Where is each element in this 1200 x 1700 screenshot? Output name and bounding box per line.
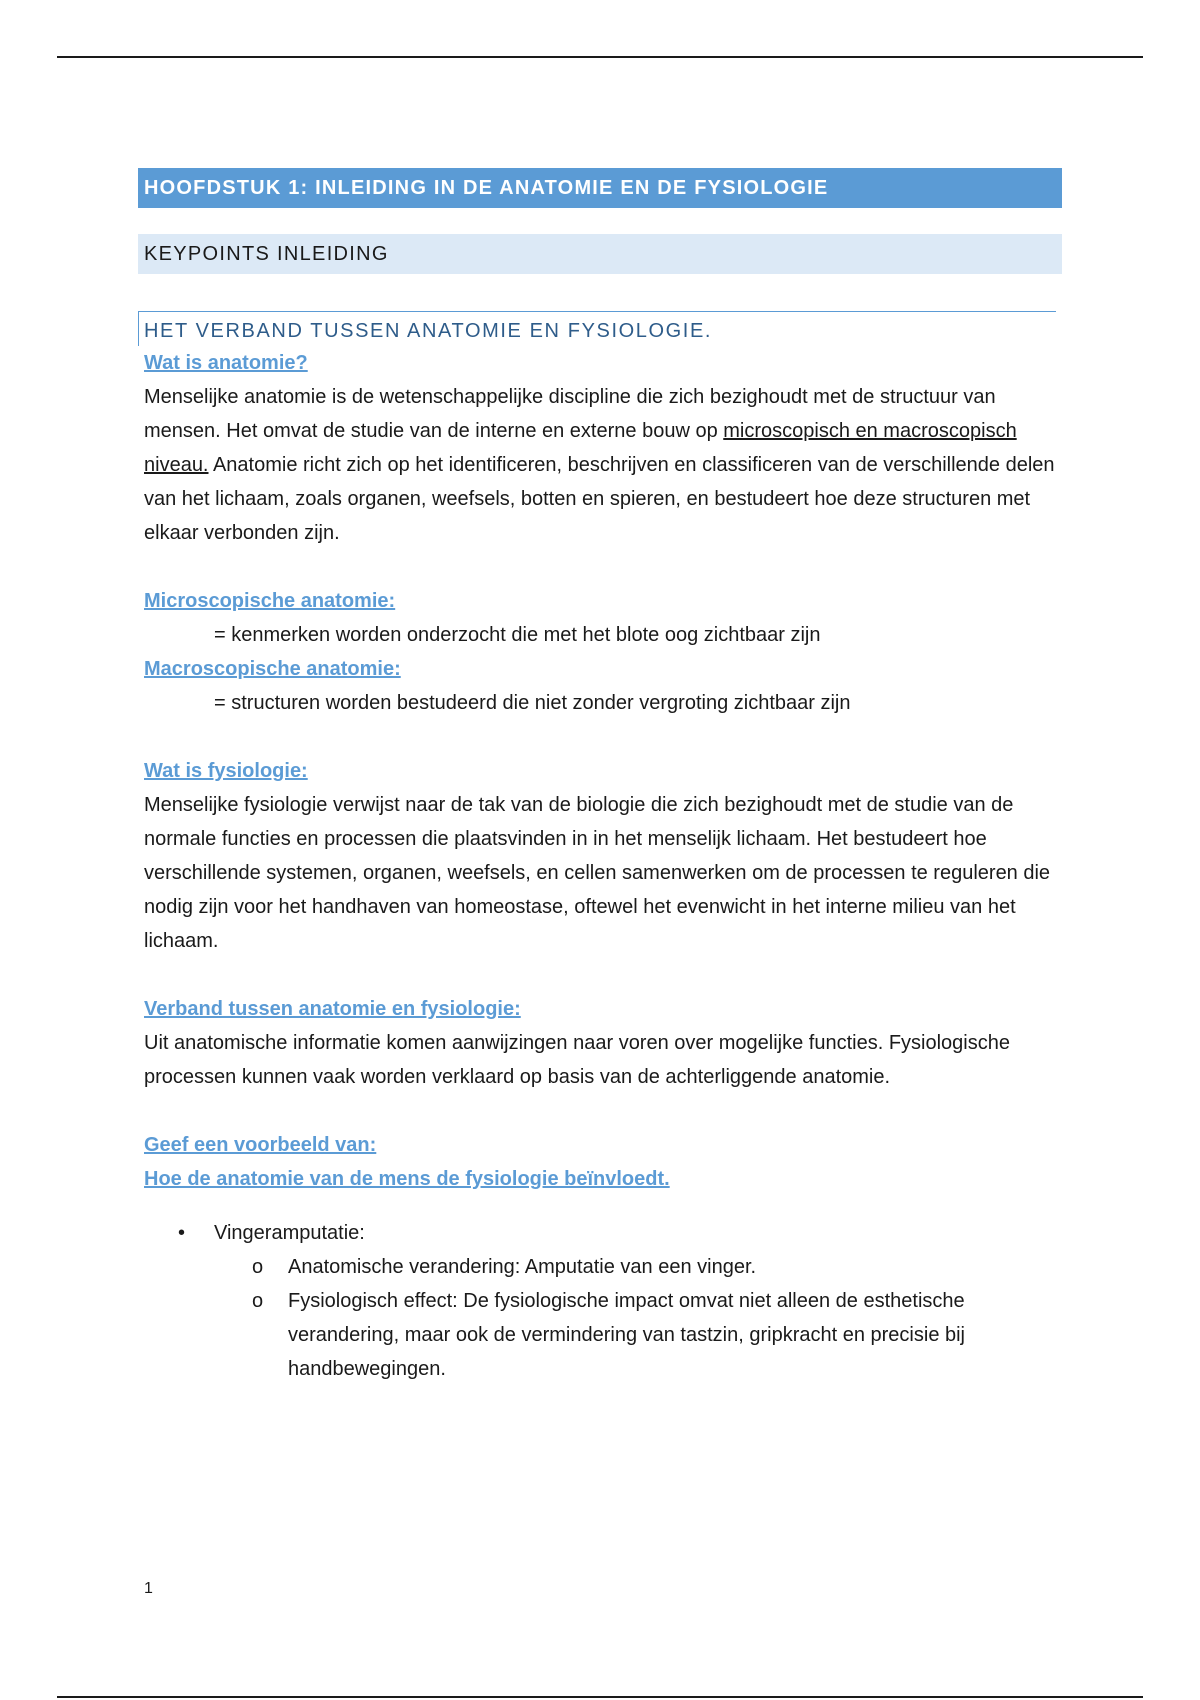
microscopic-heading: Microscopische anatomie: bbox=[144, 590, 396, 612]
section-title: HET VERBAND TUSSEN ANATOMIE EN FYSIOLOGIE. bbox=[138, 311, 1056, 346]
physiology-paragraph: Menselijke fysiologie verwijst naar de tak van de biologie die zich bezighoudt met de studie van de normale functies en processen die plaatsvinden in in het menselijk lichaam. Het bestudeert hoe verschillende systemen, organen, weefsels, en cellen samenwerken om de processen te reguleren die nodig zijn voor het handhaven van homeostase, oftewel het evenwicht in het interne milieu van het lichaam. bbox=[144, 794, 1051, 952]
relation-paragraph: Uit anatomische informatie komen aanwijzingen naar voren over mogelijke functies. Fysiologische processen kunnen vaak worden verklaard op basis van de achterliggende anatomie. bbox=[144, 1032, 1010, 1088]
sub-list-item bbox=[138, 1284, 1062, 1386]
document-body bbox=[138, 168, 1062, 1386]
chapter-title: HOOFDSTUK 1: INLEIDING IN DE ANATOMIE EN DE FYSIOLOGIE bbox=[138, 168, 1062, 208]
macroscopic-heading: Macroscopische anatomie: bbox=[144, 658, 401, 680]
example-heading-2: Hoe de anatomie van de mens de fysiologie beïnvloedt. bbox=[144, 1168, 670, 1190]
bullet-icon: • bbox=[178, 1222, 186, 1244]
bullet-text: Vingeramputatie: bbox=[214, 1222, 365, 1244]
circle-bullet-icon: o bbox=[252, 1290, 264, 1312]
sub-item-text: Fysiologisch effect: De fysiologische impact omvat niet alleen de esthetische verandering, maar ook de vermindering van tastzin, gripkracht en precisie bij handbewegingen. bbox=[288, 1290, 966, 1380]
list-item bbox=[138, 1216, 1062, 1250]
anatomy-text-1: Menselijke anatomie is de wetenschappelijke discipline die zich bezighoudt met de structuur van mensen. Het omvat de studie van de interne en externe bouw op bbox=[144, 386, 996, 442]
sub-item-text: Anatomische verandering: Amputatie van een vinger. bbox=[288, 1256, 757, 1278]
relation-heading: Verband tussen anatomie en fysiologie: bbox=[144, 998, 521, 1020]
sub-list-item bbox=[138, 1250, 1062, 1284]
header-rule bbox=[57, 56, 1143, 58]
page-number: 1 bbox=[144, 1580, 153, 1597]
anatomy-heading: Wat is anatomie? bbox=[144, 352, 308, 374]
anatomy-paragraph bbox=[138, 380, 1062, 550]
circle-bullet-icon: o bbox=[252, 1256, 264, 1278]
footer-rule bbox=[57, 1696, 1143, 1698]
microscopic-definition: = kenmerken worden onderzocht die met het blote oog zichtbaar zijn bbox=[214, 624, 821, 646]
anatomy-underlined-text: microscopisch en macroscopisch niveau. bbox=[144, 420, 1017, 476]
anatomy-text-2: Anatomie richt zich op het identificeren, beschrijven en classificeren van de verschillende delen van het lichaam, zoals organen, weefsels, botten en spieren, en bestudeert hoe deze structuren met elkaar verbonden zijn. bbox=[144, 454, 1055, 544]
macroscopic-definition: = structuren worden bestudeerd die niet zonder vergroting zichtbaar zijn bbox=[214, 692, 851, 714]
example-list bbox=[138, 1216, 1062, 1386]
example-heading-1: Geef een voorbeeld van: bbox=[144, 1134, 377, 1156]
physiology-heading: Wat is fysiologie: bbox=[144, 760, 308, 782]
keypoints-title: KEYPOINTS INLEIDING bbox=[138, 234, 1062, 274]
